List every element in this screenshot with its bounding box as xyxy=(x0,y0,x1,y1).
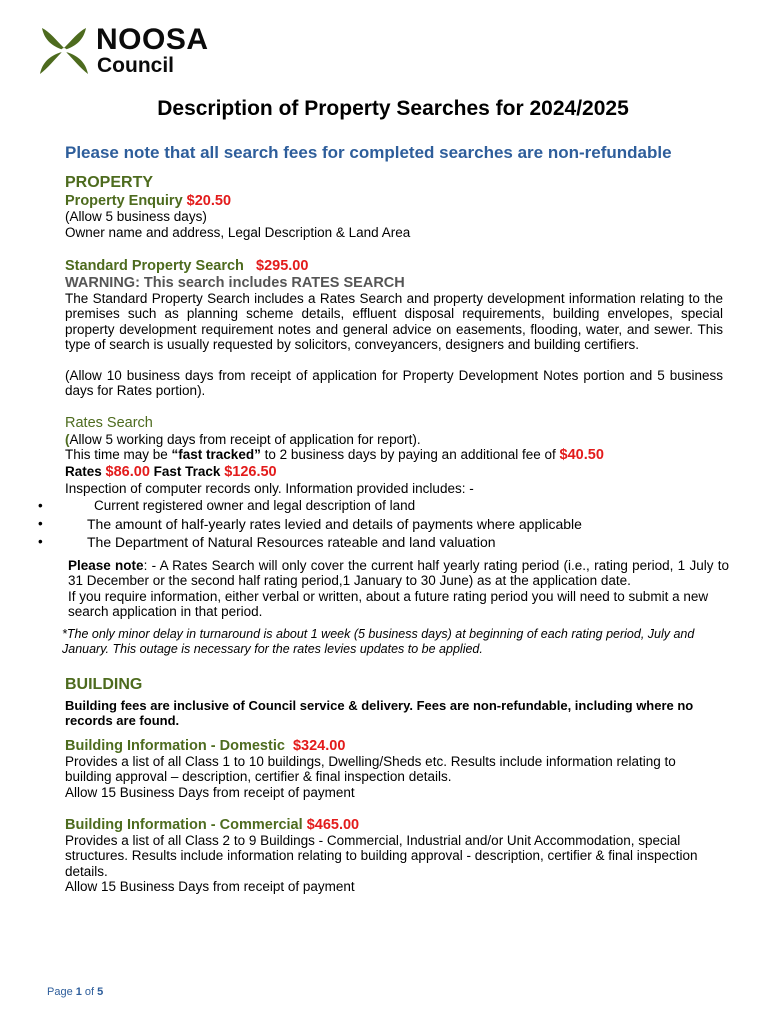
property-enquiry-allow: (Allow 5 business days) xyxy=(65,209,207,224)
building-domestic-label: Building Information - Domestic xyxy=(65,738,285,754)
page-word: Page xyxy=(47,986,76,998)
property-enquiry-title xyxy=(65,192,231,210)
fast-track-post2: f xyxy=(552,447,560,462)
property-heading: PROPERTY xyxy=(65,174,154,191)
page-of-word: of xyxy=(81,986,98,998)
refund-notice: Please note that all search fees for completed searches are non-refundable xyxy=(65,143,672,162)
property-enquiry-desc: Owner name and address, Legal Description & Land Area xyxy=(65,225,411,240)
rates-allow xyxy=(65,432,421,448)
page-title: Description of Property Searches for 2024/2025 xyxy=(157,97,629,120)
rates-bullet-item: The amount of half-yearly rates levied and details of payments where applicable xyxy=(87,516,582,532)
rates-note-future: If you require information, either verbal or written, about a future rating period you will need to submit a new search application in that period. xyxy=(68,589,709,620)
building-domestic-allow: Allow 15 Business Days from receipt of payment xyxy=(65,785,355,800)
fast-track-line xyxy=(65,447,604,463)
building-heading: BUILDING xyxy=(65,676,143,693)
standard-search-allow: (Allow 10 business days from receipt of application for Property Development Notes portion and 5 business days for Rates portion). xyxy=(65,368,723,399)
rates-allow-paren: ( xyxy=(65,432,70,447)
fast-track-bold: “fast tracked” xyxy=(171,447,261,462)
building-commercial-title xyxy=(65,816,359,834)
rates-note xyxy=(68,558,729,589)
page-number xyxy=(47,985,103,999)
fast-track-fee-label: Fast Track xyxy=(149,464,225,479)
standard-search-fee: $295.00 xyxy=(256,258,309,274)
rates-search-label: Rates Search xyxy=(65,415,153,431)
bullet-icon: • xyxy=(38,498,43,513)
rates-bullet-item: The Department of Natural Resources rateable and land valuation xyxy=(87,534,496,550)
building-domestic-fee: $324.00 xyxy=(292,738,346,754)
standard-search-label: Standard Property Search xyxy=(65,258,244,274)
noosa-leaf-logo-icon xyxy=(38,26,90,76)
rates-delay-note: *The only minor delay in turnaround is about 1 week (5 business days) at beginning of each rating period, July and January. This outage is necessary for the rates levies updates to be applied. xyxy=(62,627,695,657)
logo-wordmark: NOOSA xyxy=(96,23,209,56)
fast-track-post: to 2 business days by paying an additional fee o xyxy=(260,447,553,462)
bullet-icon: • xyxy=(38,534,43,549)
building-commercial-label: Building Information - Commercial xyxy=(65,817,303,833)
building-commercial-fee: $465.00 xyxy=(306,817,360,833)
standard-search-desc: The Standard Property Search includes a Rates Search and property development information relating to the premises such as planning scheme details, effluent disposal requirements, building envelopes, special property development requirement notes and general advice on easements, flooding, water, and sewer. This type of search is usually requested by solicitors, conveyancers, designers and building certifiers. xyxy=(65,291,723,353)
rates-fees-line xyxy=(65,464,277,480)
rates-note-text: : - A Rates Search will only cover the current half yearly rating period (i.e., rating period, 1 July to 31 December or the second half rating period,1 January to 30 June) as at the application date. xyxy=(68,558,729,589)
bullet-icon: • xyxy=(38,516,43,531)
inspection-text: Inspection of computer records only. Information provided includes: - xyxy=(65,481,474,496)
rates-allow-text: Allow 5 working days from receipt of application for report). xyxy=(69,432,421,447)
logo-subname: Council xyxy=(97,54,174,77)
fast-track-total-fee: $126.50 xyxy=(224,464,277,480)
rates-fee-label: Rates xyxy=(65,464,106,479)
page-total: 5 xyxy=(97,986,104,998)
rates-search-title xyxy=(65,414,153,432)
standard-search-warning: WARNING: This search includes RATES SEARCH xyxy=(65,275,405,291)
building-note: Building fees are inclusive of Council service & delivery. Fees are non-refundable, including where no records are found. xyxy=(65,698,694,729)
rates-note-label: Please note xyxy=(68,558,144,573)
property-enquiry-label: Property Enquiry xyxy=(65,193,183,209)
building-commercial-desc: Provides a list of all Class 2 to 9 Buildings - Commercial, Industrial and/or Unit Accommodation, special structures. Results include information relating to building approval - description, certifier & final inspection details. xyxy=(65,833,698,879)
building-commercial-allow: Allow 15 Business Days from receipt of payment xyxy=(65,879,355,894)
building-domestic-desc: Provides a list of all Class 1 to 10 buildings, Dwelling/Sheds etc. Results include information relating to building approval – description, certifier & final inspection details. xyxy=(65,754,676,785)
standard-search-title xyxy=(65,257,308,275)
property-enquiry-fee: $20.50 xyxy=(186,193,232,209)
fast-track-pre: This time may be xyxy=(65,447,172,462)
fast-track-fee: $40.50 xyxy=(559,447,604,463)
building-domestic-title xyxy=(65,737,345,755)
page-current: 1 xyxy=(75,986,82,998)
rates-bullet-item: Current registered owner and legal description of land xyxy=(94,498,416,513)
rates-fee: $86.00 xyxy=(105,464,150,480)
